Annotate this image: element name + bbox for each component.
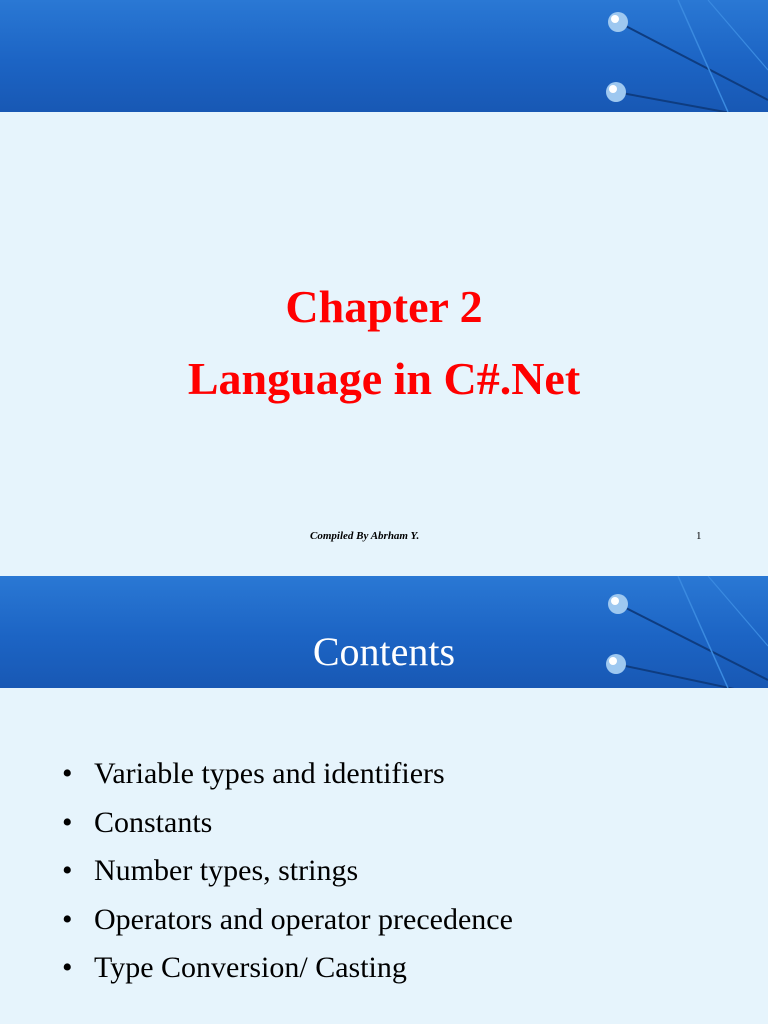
footer-compiled-by: Compiled By Abrham Y.: [310, 530, 420, 542]
list-item: [62, 847, 513, 896]
bullet-icon: •: [62, 805, 73, 839]
list-item: [62, 750, 513, 799]
bullet-icon: •: [62, 951, 73, 985]
list-item: [62, 896, 513, 945]
bullet-icon: •: [62, 902, 73, 936]
slide-banner: [0, 0, 768, 112]
list-item-text: Operators and operator precedence: [94, 902, 513, 936]
list-item: [62, 944, 513, 993]
list-item-text: Variable types and identifiers: [94, 757, 445, 791]
slide-contents: [0, 576, 768, 1024]
bullet-icon: •: [62, 757, 73, 791]
decorative-pins-graphic: [588, 0, 768, 112]
chapter-subtitle: Language in C#.Net: [187, 353, 581, 404]
bullet-icon: •: [62, 854, 73, 888]
page-number: 1: [696, 530, 702, 542]
list-item-text: Type Conversion/ Casting: [94, 951, 407, 985]
list-item: [62, 799, 513, 848]
contents-list: [62, 750, 513, 993]
slide-banner: [0, 576, 768, 688]
contents-heading: Contents: [312, 629, 456, 674]
chapter-title: Chapter 2: [285, 281, 483, 332]
list-item-text: Number types, strings: [94, 854, 359, 888]
list-item-text: Constants: [94, 805, 213, 839]
